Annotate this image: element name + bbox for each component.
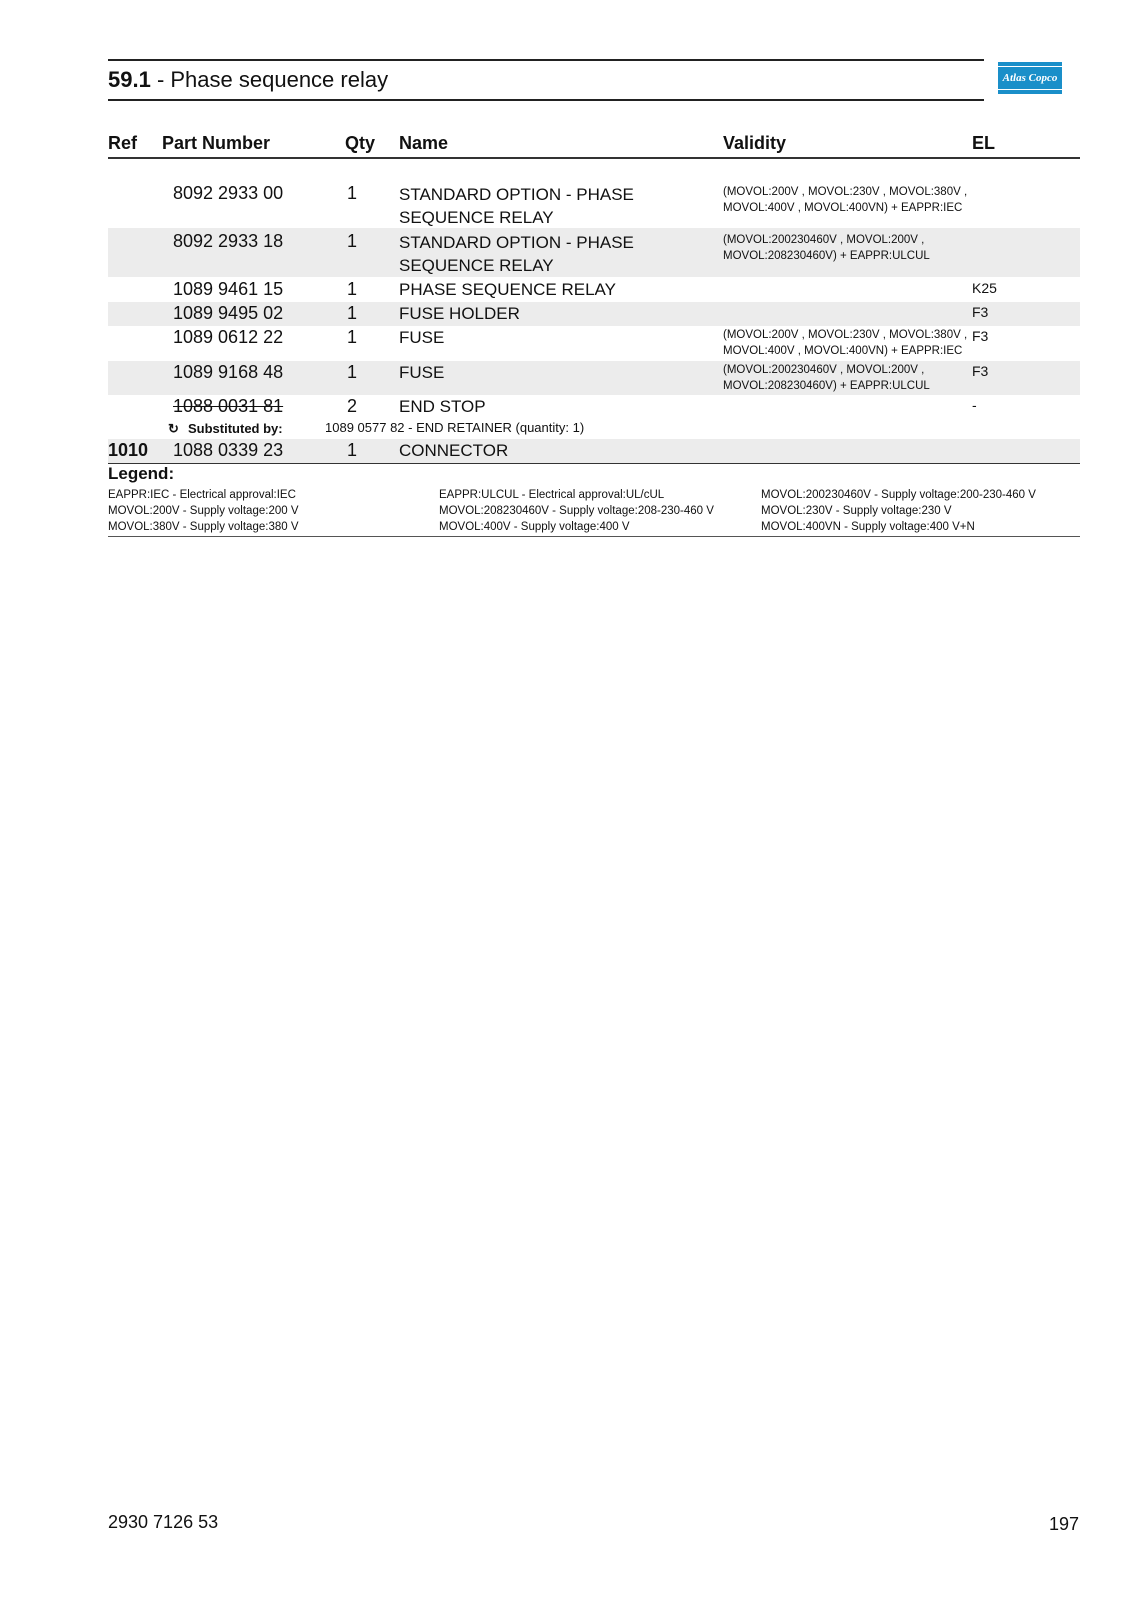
row-name: FUSE HOLDER [399,304,520,323]
substitution-label: Substituted by: [188,421,283,436]
column-header-ref: Ref [108,133,138,153]
legend-item: MOVOL:200V - Supply voltage:200 V [108,505,299,517]
section-title-bar [108,59,984,101]
page-title [108,67,388,93]
row-name: CONNECTOR [399,441,509,460]
row-name: FUSE [399,363,445,382]
row-qty: 1 [347,327,358,347]
row-ref: 1010 [108,440,149,460]
legend-item: MOVOL:380V - Supply voltage:380 V [108,521,299,533]
row-validity: (MOVOL:200V , MOVOL:230V , MOVOL:380V , MOVOL:400V , MOVOL:400VN) + EAPPR:IEC [723,329,968,357]
column-header-qty: Qty [345,133,376,153]
legend-item: EAPPR:ULCUL - Electrical approval:UL/cUL [439,489,665,501]
table-bottom-divider [108,463,1080,464]
logo-band-top [998,62,1062,66]
row-name: END STOP [399,397,486,416]
row-el: - [972,397,977,413]
row-validity: (MOVOL:200V , MOVOL:230V , MOVOL:380V , MOVOL:400V , MOVOL:400VN) + EAPPR:IEC [723,186,968,214]
row-part-number: 8092 2933 18 [173,231,284,251]
row-el: F3 [972,304,989,320]
legend-item: MOVOL:400V - Supply voltage:400 V [439,521,630,533]
substitution-note [108,420,1080,438]
row-part-number-superseded: 1088 0031 81 [173,396,284,416]
row-name: FUSE [399,328,445,347]
table-row [108,326,1080,361]
legend-item: MOVOL:230V - Supply voltage:230 V [761,505,952,517]
section-title: - Phase sequence relay [150,67,389,92]
row-name: STANDARD OPTION - PHASE SEQUENCE RELAY [399,233,634,275]
column-header-part-number: Part Number [162,133,271,153]
row-part-number: 1089 9461 15 [173,279,284,299]
table-row [108,395,1080,419]
row-el: F3 [972,328,989,344]
row-part-number: 1089 9168 48 [173,362,284,382]
row-part-number: 1089 0612 22 [173,327,284,347]
logo-band-bottom [998,90,1062,94]
page-number: 197 [1049,1514,1080,1534]
table-row [108,361,1080,395]
legend-item: MOVOL:400VN - Supply voltage:400 V+N [761,521,975,533]
legend-item: EAPPR:IEC - Electrical approval:IEC [108,489,296,501]
legend-bottom-divider [108,536,1080,537]
row-el: F3 [972,363,989,379]
row-qty: 1 [347,231,358,251]
atlas-copco-logo [998,62,1062,94]
row-el: K25 [972,280,997,296]
column-header-validity: Validity [723,133,787,153]
row-qty: 2 [347,396,358,416]
row-qty: 1 [347,362,358,382]
row-part-number: 1088 0339 23 [173,440,284,460]
legend-item: MOVOL:200230460V - Supply voltage:200-230-460 V [761,489,1036,501]
legend-item: MOVOL:208230460V - Supply voltage:208-230-460 V [439,505,714,517]
row-validity: (MOVOL:200230460V , MOVOL:200V , MOVOL:208230460V) + EAPPR:ULCUL [723,364,930,392]
substitution-value: 1089 0577 82 - END RETAINER (quantity: 1) [325,420,585,435]
table-row [108,439,1080,463]
logo-wordmark: Atlas Copco [998,67,1062,89]
table-row [108,302,1080,326]
table-row [108,228,1080,277]
row-part-number: 8092 2933 00 [173,183,284,203]
table-header [108,132,1080,159]
table-row [108,180,1080,228]
legend-title: Legend: [108,464,175,483]
row-qty: 1 [347,303,358,323]
column-header-name: Name [399,133,449,153]
row-name: STANDARD OPTION - PHASE SEQUENCE RELAY [399,185,634,227]
row-part-number: 1089 9495 02 [173,303,284,323]
document-number: 2930 7126 53 [108,1512,219,1532]
row-qty: 1 [347,440,358,460]
column-header-el: EL [972,133,996,153]
section-number: 59.1 [108,67,151,92]
refresh-icon: ↻ [168,421,179,436]
row-qty: 1 [347,279,358,299]
row-qty: 1 [347,183,358,203]
table-row [108,277,1080,302]
row-name: PHASE SEQUENCE RELAY [399,280,616,299]
row-validity: (MOVOL:200230460V , MOVOL:200V , MOVOL:208230460V) + EAPPR:ULCUL [723,234,930,262]
